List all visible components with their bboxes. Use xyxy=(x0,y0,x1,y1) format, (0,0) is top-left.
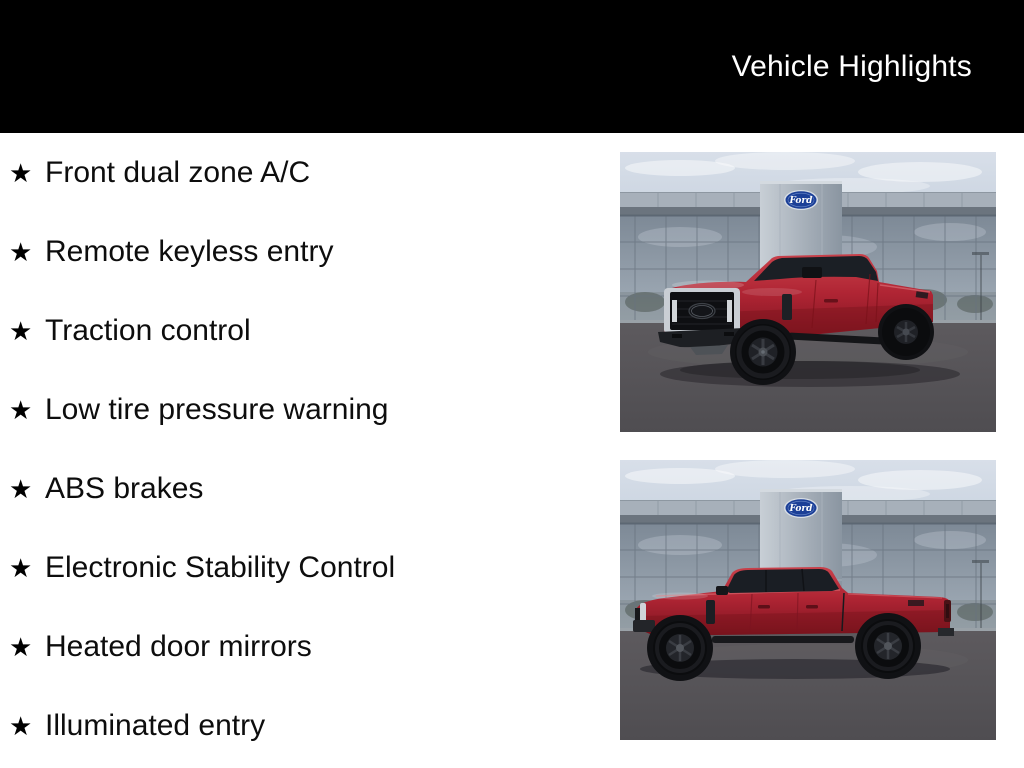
star-bullet-icon: ★ xyxy=(9,710,33,741)
feature-label: Remote keyless entry xyxy=(45,234,334,268)
feature-label: Low tire pressure warning xyxy=(45,392,389,426)
star-bullet-icon: ★ xyxy=(9,394,33,425)
features-list xyxy=(0,133,609,765)
feature-label: Traction control xyxy=(45,313,251,347)
header-banner xyxy=(0,0,1024,133)
star-bullet-icon: ★ xyxy=(9,157,33,188)
feature-item xyxy=(9,686,609,765)
feature-label: ABS brakes xyxy=(45,471,204,505)
star-bullet-icon: ★ xyxy=(9,315,33,346)
star-bullet-icon: ★ xyxy=(9,473,33,504)
star-bullet-icon: ★ xyxy=(9,552,33,583)
feature-item xyxy=(9,133,609,212)
feature-label: Front dual zone A/C xyxy=(45,155,311,189)
feature-item xyxy=(9,370,609,449)
page-title: Vehicle Highlights xyxy=(731,49,972,83)
star-bullet-icon: ★ xyxy=(9,631,33,662)
feature-label: Illuminated entry xyxy=(45,708,266,742)
feature-item xyxy=(9,607,609,686)
feature-item xyxy=(9,291,609,370)
star-bullet-icon: ★ xyxy=(9,236,33,267)
feature-item xyxy=(9,449,609,528)
feature-label: Electronic Stability Control xyxy=(45,550,396,584)
feature-item xyxy=(9,528,609,607)
feature-label: Heated door mirrors xyxy=(45,629,312,663)
feature-item xyxy=(9,212,609,291)
vehicle-photo-side xyxy=(620,460,996,740)
vehicle-photo-front-quarter xyxy=(620,152,996,432)
